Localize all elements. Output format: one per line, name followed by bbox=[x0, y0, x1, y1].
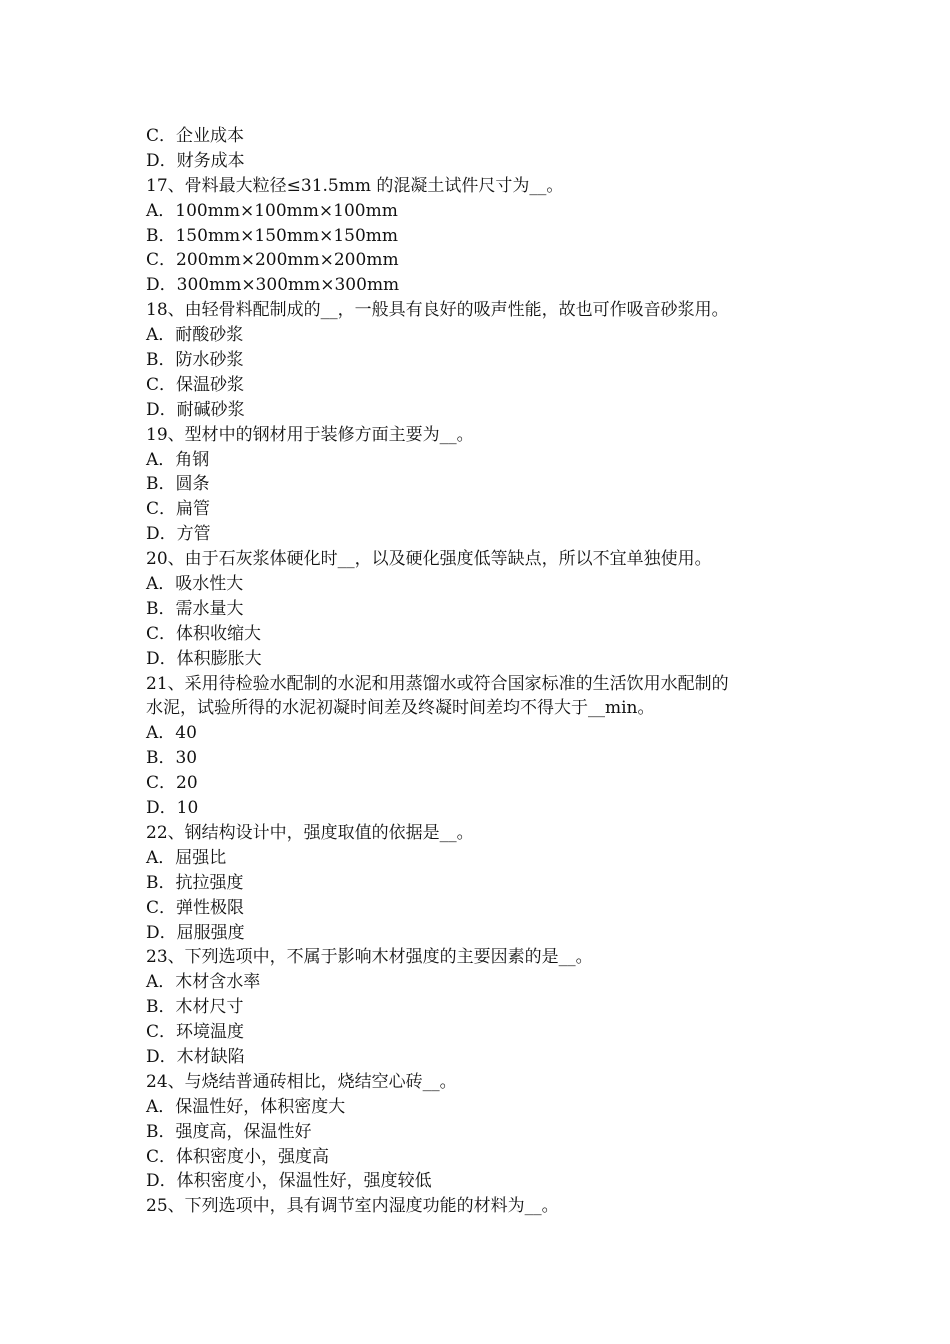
option-line: D．耐碱砂浆 bbox=[146, 399, 245, 420]
option-line: D．体积密度小，保温性好，强度较低 bbox=[146, 1171, 432, 1192]
option-line: B．需水量大 bbox=[146, 598, 244, 619]
question-21-continued: 水泥，试验所得的水泥初凝时间差及终凝时间差均不得大于__min。 bbox=[146, 698, 655, 719]
question-21: 21、采用待检验水配制的水泥和用蒸馏水或符合国家标准的生活饮用水配制的 bbox=[146, 673, 729, 694]
option-line: B．30 bbox=[146, 748, 198, 769]
option-line: B．150mm×150mm×150mm bbox=[146, 225, 399, 246]
option-line: D．300mm×300mm×300mm bbox=[146, 275, 400, 296]
option-line: C．环境温度 bbox=[146, 1022, 245, 1043]
option-line: D．财务成本 bbox=[146, 150, 245, 171]
option-line: C．20 bbox=[146, 773, 198, 794]
question-18: 18、由轻骨料配制成的__，一般具有良好的吸声性能，故也可作吸音砂浆用。 bbox=[146, 300, 729, 321]
question-20: 20、由于石灰浆体硬化时__，以及硬化强度低等缺点，所以不宜单独使用。 bbox=[146, 549, 712, 570]
option-line: D．木材缺陷 bbox=[146, 1046, 245, 1067]
option-line: D．屈服强度 bbox=[146, 922, 245, 943]
option-line: C．企业成本 bbox=[146, 126, 245, 146]
option-line: D．方管 bbox=[146, 524, 211, 545]
option-line: A．角钢 bbox=[146, 449, 210, 470]
option-line: C．200mm×200mm×200mm bbox=[146, 250, 399, 271]
option-line: A．100mm×100mm×100mm bbox=[146, 200, 398, 221]
option-line: D．10 bbox=[146, 798, 199, 819]
option-line: B．圆条 bbox=[146, 474, 210, 495]
option-line: B．抗拉强度 bbox=[146, 872, 244, 893]
option-line: B．强度高，保温性好 bbox=[146, 1121, 312, 1142]
option-line: A．40 bbox=[146, 723, 197, 744]
option-line: C．体积收缩大 bbox=[146, 623, 262, 644]
question-list bbox=[146, 124, 816, 1219]
option-line: C．弹性极限 bbox=[146, 897, 245, 918]
option-line: B．木材尺寸 bbox=[146, 997, 244, 1018]
question-24: 24、与烧结普通砖相比，烧结空心砖__。 bbox=[146, 1071, 457, 1092]
option-line: A．耐酸砂浆 bbox=[146, 325, 244, 346]
question-17: 17、骨料最大粒径≤31.5mm 的混凝土试件尺寸为__。 bbox=[146, 175, 564, 196]
question-22: 22、钢结构设计中，强度取值的依据是__。 bbox=[146, 822, 474, 843]
question-19: 19、型材中的钢材用于装修方面主要为__。 bbox=[146, 424, 474, 445]
option-line: B．防水砂浆 bbox=[146, 350, 244, 371]
option-line: A．吸水性大 bbox=[146, 574, 244, 595]
question-23: 23、下列选项中，不属于影响木材强度的主要因素的是__。 bbox=[146, 947, 593, 968]
option-line: D．体积膨胀大 bbox=[146, 648, 262, 669]
option-line: C．体积密度小，强度高 bbox=[146, 1146, 330, 1167]
option-line: A．木材含水率 bbox=[146, 972, 261, 993]
option-line: C．扁管 bbox=[146, 499, 211, 520]
option-line: A．屈强比 bbox=[146, 847, 227, 868]
question-25: 25、下列选项中，具有调节室内湿度功能的材料为__。 bbox=[146, 1196, 559, 1217]
option-line: C．保温砂浆 bbox=[146, 374, 245, 395]
option-line: A．保温性好，体积密度大 bbox=[146, 1096, 346, 1117]
